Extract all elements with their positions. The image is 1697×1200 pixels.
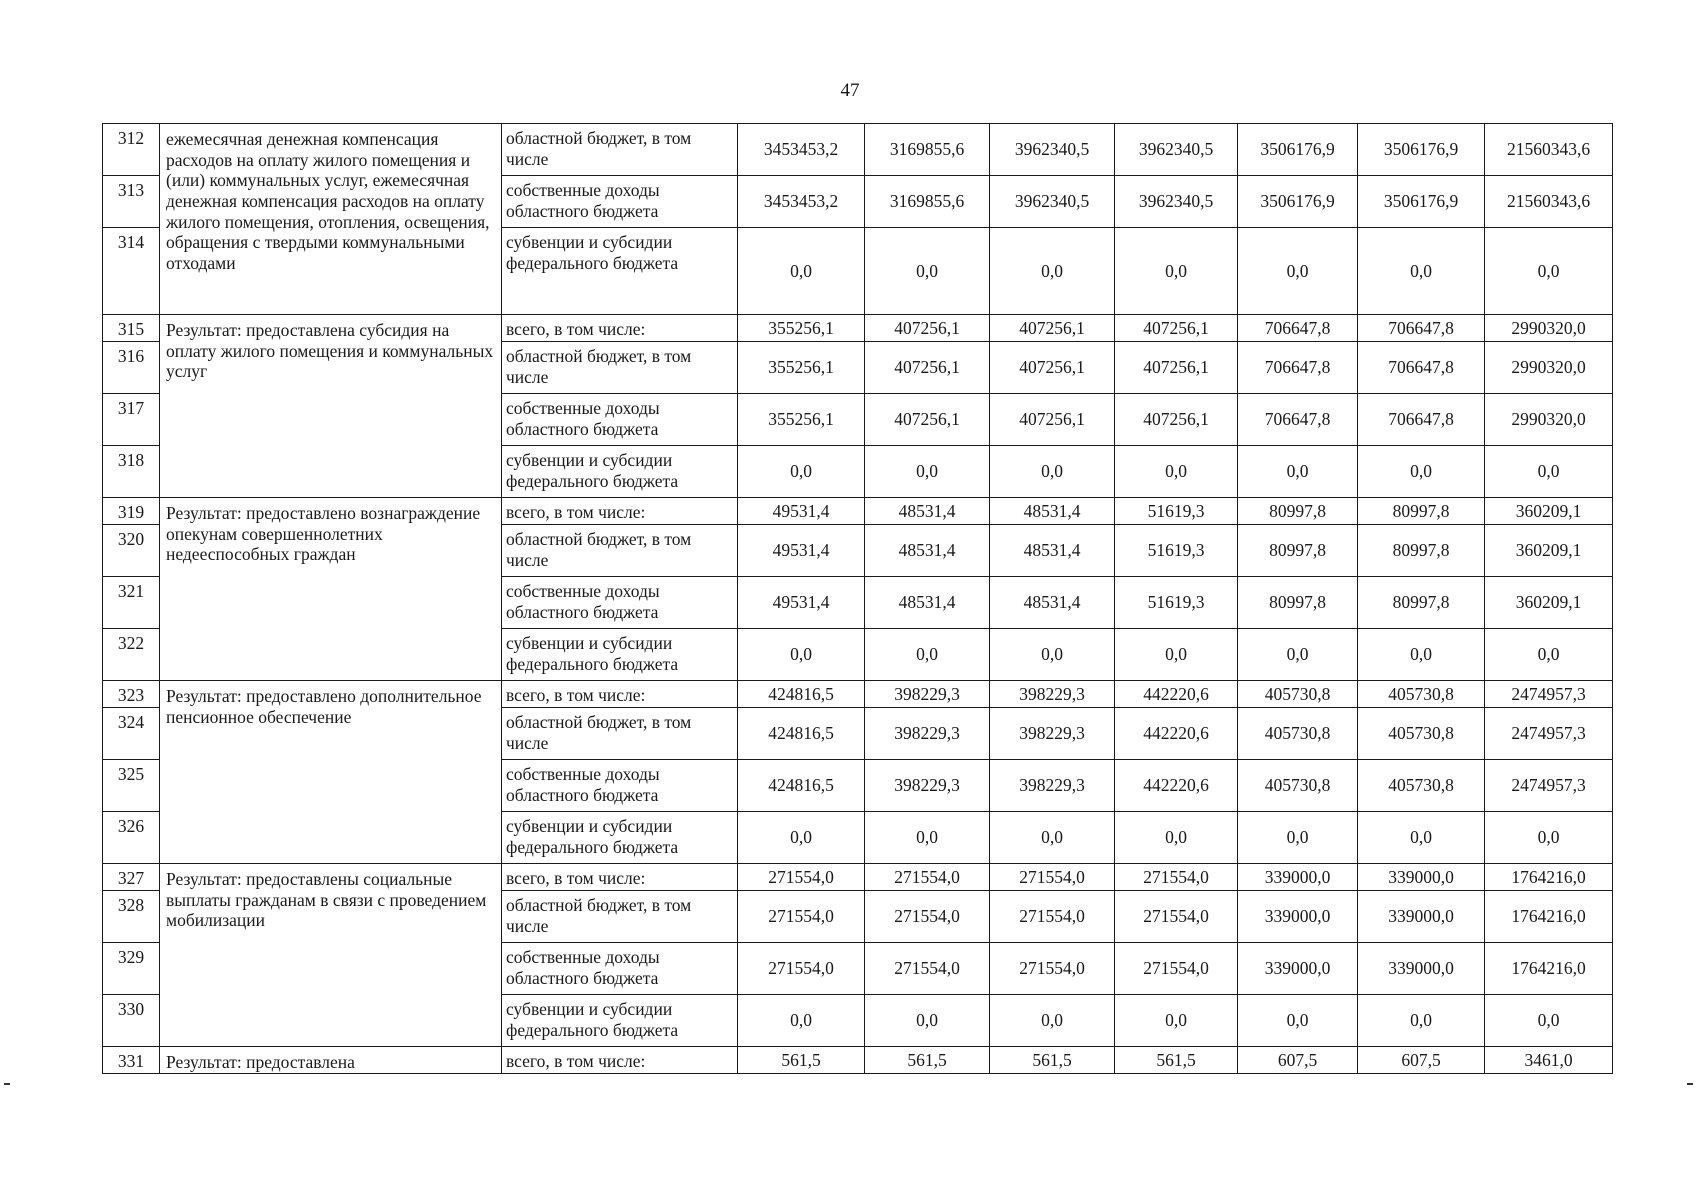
value-cell: 48531,4 xyxy=(865,498,990,525)
value-cell: 3506176,9 xyxy=(1238,176,1358,228)
value-cell: 0,0 xyxy=(865,228,990,315)
value-cell: 0,0 xyxy=(990,812,1115,864)
row-number: 324 xyxy=(103,708,160,760)
value-cell: 1764216,0 xyxy=(1485,864,1613,891)
funding-source: областной бюджет, в том числе xyxy=(502,124,738,176)
value-cell: 424816,5 xyxy=(738,760,865,812)
table-row xyxy=(103,1047,1613,1074)
funding-source: субвенции и субсидии федерального бюджета xyxy=(502,995,738,1047)
funding-source: всего, в том числе: xyxy=(502,681,738,708)
value-cell: 0,0 xyxy=(1358,629,1485,681)
value-cell: 0,0 xyxy=(1238,812,1358,864)
row-number: 313 xyxy=(103,176,160,228)
value-cell: 398229,3 xyxy=(990,708,1115,760)
value-cell: 0,0 xyxy=(738,228,865,315)
row-number: 318 xyxy=(103,446,160,498)
value-cell: 80997,8 xyxy=(1238,525,1358,577)
row-number: 330 xyxy=(103,995,160,1047)
value-cell: 339000,0 xyxy=(1358,891,1485,943)
value-cell: 561,5 xyxy=(865,1047,990,1074)
row-number: 317 xyxy=(103,394,160,446)
value-cell: 48531,4 xyxy=(990,577,1115,629)
row-number: 319 xyxy=(103,498,160,525)
value-cell: 407256,1 xyxy=(865,342,990,394)
value-cell: 561,5 xyxy=(990,1047,1115,1074)
value-cell: 2990320,0 xyxy=(1485,315,1613,342)
value-cell: 271554,0 xyxy=(1115,891,1238,943)
value-cell: 398229,3 xyxy=(865,708,990,760)
value-cell: 271554,0 xyxy=(865,943,990,995)
value-cell: 0,0 xyxy=(1485,446,1613,498)
budget-table-body xyxy=(103,124,1613,1074)
value-cell: 0,0 xyxy=(1358,812,1485,864)
value-cell: 706647,8 xyxy=(1358,342,1485,394)
value-cell: 80997,8 xyxy=(1358,498,1485,525)
table-row xyxy=(103,124,1613,176)
value-cell: 0,0 xyxy=(738,995,865,1047)
value-cell: 2474957,3 xyxy=(1485,760,1613,812)
value-cell: 48531,4 xyxy=(990,498,1115,525)
value-cell: 0,0 xyxy=(738,629,865,681)
value-cell: 360209,1 xyxy=(1485,498,1613,525)
value-cell: 0,0 xyxy=(865,812,990,864)
value-cell: 1764216,0 xyxy=(1485,943,1613,995)
value-cell: 442220,6 xyxy=(1115,681,1238,708)
row-description: Результат: предоставлено вознаграждение опекунам совершеннолетних недееспособных граждан xyxy=(160,498,502,681)
funding-source: всего, в том числе: xyxy=(502,498,738,525)
value-cell: 80997,8 xyxy=(1238,498,1358,525)
value-cell: 271554,0 xyxy=(738,891,865,943)
value-cell: 48531,4 xyxy=(990,525,1115,577)
budget-table xyxy=(102,123,1613,1074)
row-number: 315 xyxy=(103,315,160,342)
value-cell: 407256,1 xyxy=(990,342,1115,394)
row-number: 328 xyxy=(103,891,160,943)
value-cell: 0,0 xyxy=(1485,629,1613,681)
value-cell: 0,0 xyxy=(1485,812,1613,864)
row-number: 316 xyxy=(103,342,160,394)
value-cell: 3169855,6 xyxy=(865,124,990,176)
row-description: Результат: предоставлены социальные выплаты гражданам в связи с проведением мобилизации xyxy=(160,864,502,1047)
funding-source: областной бюджет, в том числе xyxy=(502,525,738,577)
value-cell: 360209,1 xyxy=(1485,577,1613,629)
value-cell: 355256,1 xyxy=(738,315,865,342)
funding-source: собственные доходы областного бюджета xyxy=(502,943,738,995)
value-cell: 339000,0 xyxy=(1238,943,1358,995)
value-cell: 49531,4 xyxy=(738,525,865,577)
value-cell: 0,0 xyxy=(990,228,1115,315)
value-cell: 21560343,6 xyxy=(1485,176,1613,228)
row-number: 329 xyxy=(103,943,160,995)
value-cell: 355256,1 xyxy=(738,394,865,446)
table-row xyxy=(103,681,1613,708)
value-cell: 561,5 xyxy=(738,1047,865,1074)
value-cell: 3169855,6 xyxy=(865,176,990,228)
value-cell: 0,0 xyxy=(1358,995,1485,1047)
value-cell: 51619,3 xyxy=(1115,577,1238,629)
value-cell: 0,0 xyxy=(1115,629,1238,681)
value-cell: 3461,0 xyxy=(1485,1047,1613,1074)
value-cell: 271554,0 xyxy=(865,891,990,943)
value-cell: 339000,0 xyxy=(1238,891,1358,943)
value-cell: 407256,1 xyxy=(990,315,1115,342)
value-cell: 407256,1 xyxy=(990,394,1115,446)
value-cell: 706647,8 xyxy=(1358,315,1485,342)
value-cell: 0,0 xyxy=(1115,228,1238,315)
funding-source: субвенции и субсидии федерального бюджета xyxy=(502,812,738,864)
value-cell: 51619,3 xyxy=(1115,498,1238,525)
row-description: Результат: предоставлена субсидия на оплату жилого помещения и коммунальных услуг xyxy=(160,315,502,498)
value-cell: 21560343,6 xyxy=(1485,124,1613,176)
value-cell: 0,0 xyxy=(990,995,1115,1047)
table-row xyxy=(103,498,1613,525)
value-cell: 48531,4 xyxy=(865,525,990,577)
value-cell: 271554,0 xyxy=(738,864,865,891)
page-number: 47 xyxy=(840,80,860,101)
value-cell: 3453453,2 xyxy=(738,176,865,228)
value-cell: 3506176,9 xyxy=(1358,124,1485,176)
funding-source: собственные доходы областного бюджета xyxy=(502,394,738,446)
value-cell: 0,0 xyxy=(1115,995,1238,1047)
funding-source: субвенции и субсидии федерального бюджета xyxy=(502,228,738,315)
value-cell: 0,0 xyxy=(738,812,865,864)
funding-source: всего, в том числе: xyxy=(502,1047,738,1074)
value-cell: 405730,8 xyxy=(1358,760,1485,812)
value-cell: 0,0 xyxy=(1238,629,1358,681)
value-cell: 0,0 xyxy=(865,446,990,498)
value-cell: 271554,0 xyxy=(865,864,990,891)
value-cell: 0,0 xyxy=(1485,995,1613,1047)
value-cell: 0,0 xyxy=(990,446,1115,498)
value-cell: 424816,5 xyxy=(738,681,865,708)
value-cell: 339000,0 xyxy=(1358,943,1485,995)
row-number: 326 xyxy=(103,812,160,864)
value-cell: 271554,0 xyxy=(738,943,865,995)
value-cell: 706647,8 xyxy=(1238,342,1358,394)
funding-source: всего, в том числе: xyxy=(502,864,738,891)
value-cell: 80997,8 xyxy=(1358,525,1485,577)
value-cell: 3453453,2 xyxy=(738,124,865,176)
value-cell: 398229,3 xyxy=(990,681,1115,708)
row-number: 322 xyxy=(103,629,160,681)
value-cell: 0,0 xyxy=(1358,228,1485,315)
value-cell: 49531,4 xyxy=(738,577,865,629)
value-cell: 405730,8 xyxy=(1238,708,1358,760)
value-cell: 0,0 xyxy=(990,629,1115,681)
funding-source: областной бюджет, в том числе xyxy=(502,708,738,760)
value-cell: 2990320,0 xyxy=(1485,394,1613,446)
value-cell: 0,0 xyxy=(865,629,990,681)
scan-mark-right xyxy=(1687,1083,1693,1085)
value-cell: 2474957,3 xyxy=(1485,681,1613,708)
value-cell: 0,0 xyxy=(738,446,865,498)
funding-source: собственные доходы областного бюджета xyxy=(502,176,738,228)
value-cell: 2990320,0 xyxy=(1485,342,1613,394)
value-cell: 0,0 xyxy=(1485,228,1613,315)
value-cell: 3962340,5 xyxy=(990,176,1115,228)
value-cell: 0,0 xyxy=(1238,995,1358,1047)
value-cell: 0,0 xyxy=(1238,446,1358,498)
value-cell: 442220,6 xyxy=(1115,760,1238,812)
row-number: 327 xyxy=(103,864,160,891)
value-cell: 407256,1 xyxy=(1115,394,1238,446)
value-cell: 561,5 xyxy=(1115,1047,1238,1074)
value-cell: 405730,8 xyxy=(1358,681,1485,708)
row-number: 323 xyxy=(103,681,160,708)
row-number: 331 xyxy=(103,1047,160,1074)
value-cell: 271554,0 xyxy=(990,891,1115,943)
value-cell: 442220,6 xyxy=(1115,708,1238,760)
funding-source: областной бюджет, в том числе xyxy=(502,342,738,394)
row-number: 312 xyxy=(103,124,160,176)
value-cell: 80997,8 xyxy=(1238,577,1358,629)
row-description: Результат: предоставлено дополнительное пенсионное обеспечение xyxy=(160,681,502,864)
value-cell: 405730,8 xyxy=(1238,681,1358,708)
row-number: 325 xyxy=(103,760,160,812)
funding-source: субвенции и субсидии федерального бюджета xyxy=(502,629,738,681)
value-cell: 360209,1 xyxy=(1485,525,1613,577)
value-cell: 1764216,0 xyxy=(1485,891,1613,943)
funding-source: собственные доходы областного бюджета xyxy=(502,760,738,812)
value-cell: 407256,1 xyxy=(1115,342,1238,394)
value-cell: 405730,8 xyxy=(1238,760,1358,812)
value-cell: 0,0 xyxy=(865,995,990,1047)
value-cell: 407256,1 xyxy=(865,315,990,342)
value-cell: 0,0 xyxy=(1115,812,1238,864)
value-cell: 271554,0 xyxy=(990,864,1115,891)
table-row xyxy=(103,315,1613,342)
value-cell: 271554,0 xyxy=(990,943,1115,995)
value-cell: 398229,3 xyxy=(865,681,990,708)
value-cell: 339000,0 xyxy=(1238,864,1358,891)
value-cell: 607,5 xyxy=(1238,1047,1358,1074)
row-number: 314 xyxy=(103,228,160,315)
value-cell: 3962340,5 xyxy=(1115,124,1238,176)
value-cell: 407256,1 xyxy=(865,394,990,446)
row-number: 320 xyxy=(103,525,160,577)
value-cell: 48531,4 xyxy=(865,577,990,629)
row-description: ежемесячная денежная компенсация расходов на оплату жилого помещения и (или) коммунальных услуг, ежемесячная денежная компенсация расходов на оплату жилого помещения, отопления, освещения, обращения с твердыми коммунальными отходами xyxy=(160,124,502,315)
table-row xyxy=(103,864,1613,891)
value-cell: 706647,8 xyxy=(1238,394,1358,446)
scan-mark-left xyxy=(4,1083,10,1085)
value-cell: 3506176,9 xyxy=(1238,124,1358,176)
value-cell: 0,0 xyxy=(1115,446,1238,498)
value-cell: 706647,8 xyxy=(1358,394,1485,446)
value-cell: 355256,1 xyxy=(738,342,865,394)
value-cell: 49531,4 xyxy=(738,498,865,525)
row-description: Результат: предоставлена xyxy=(160,1047,502,1074)
value-cell: 2474957,3 xyxy=(1485,708,1613,760)
funding-source: собственные доходы областного бюджета xyxy=(502,577,738,629)
value-cell: 3962340,5 xyxy=(990,124,1115,176)
value-cell: 424816,5 xyxy=(738,708,865,760)
funding-source: всего, в том числе: xyxy=(502,315,738,342)
value-cell: 0,0 xyxy=(1238,228,1358,315)
value-cell: 398229,3 xyxy=(865,760,990,812)
value-cell: 398229,3 xyxy=(990,760,1115,812)
value-cell: 271554,0 xyxy=(1115,943,1238,995)
value-cell: 51619,3 xyxy=(1115,525,1238,577)
value-cell: 405730,8 xyxy=(1358,708,1485,760)
value-cell: 407256,1 xyxy=(1115,315,1238,342)
value-cell: 80997,8 xyxy=(1358,577,1485,629)
value-cell: 339000,0 xyxy=(1358,864,1485,891)
value-cell: 607,5 xyxy=(1358,1047,1485,1074)
funding-source: областной бюджет, в том числе xyxy=(502,891,738,943)
value-cell: 706647,8 xyxy=(1238,315,1358,342)
value-cell: 0,0 xyxy=(1358,446,1485,498)
funding-source: субвенции и субсидии федерального бюджета xyxy=(502,446,738,498)
row-number: 321 xyxy=(103,577,160,629)
value-cell: 3962340,5 xyxy=(1115,176,1238,228)
value-cell: 271554,0 xyxy=(1115,864,1238,891)
value-cell: 3506176,9 xyxy=(1358,176,1485,228)
